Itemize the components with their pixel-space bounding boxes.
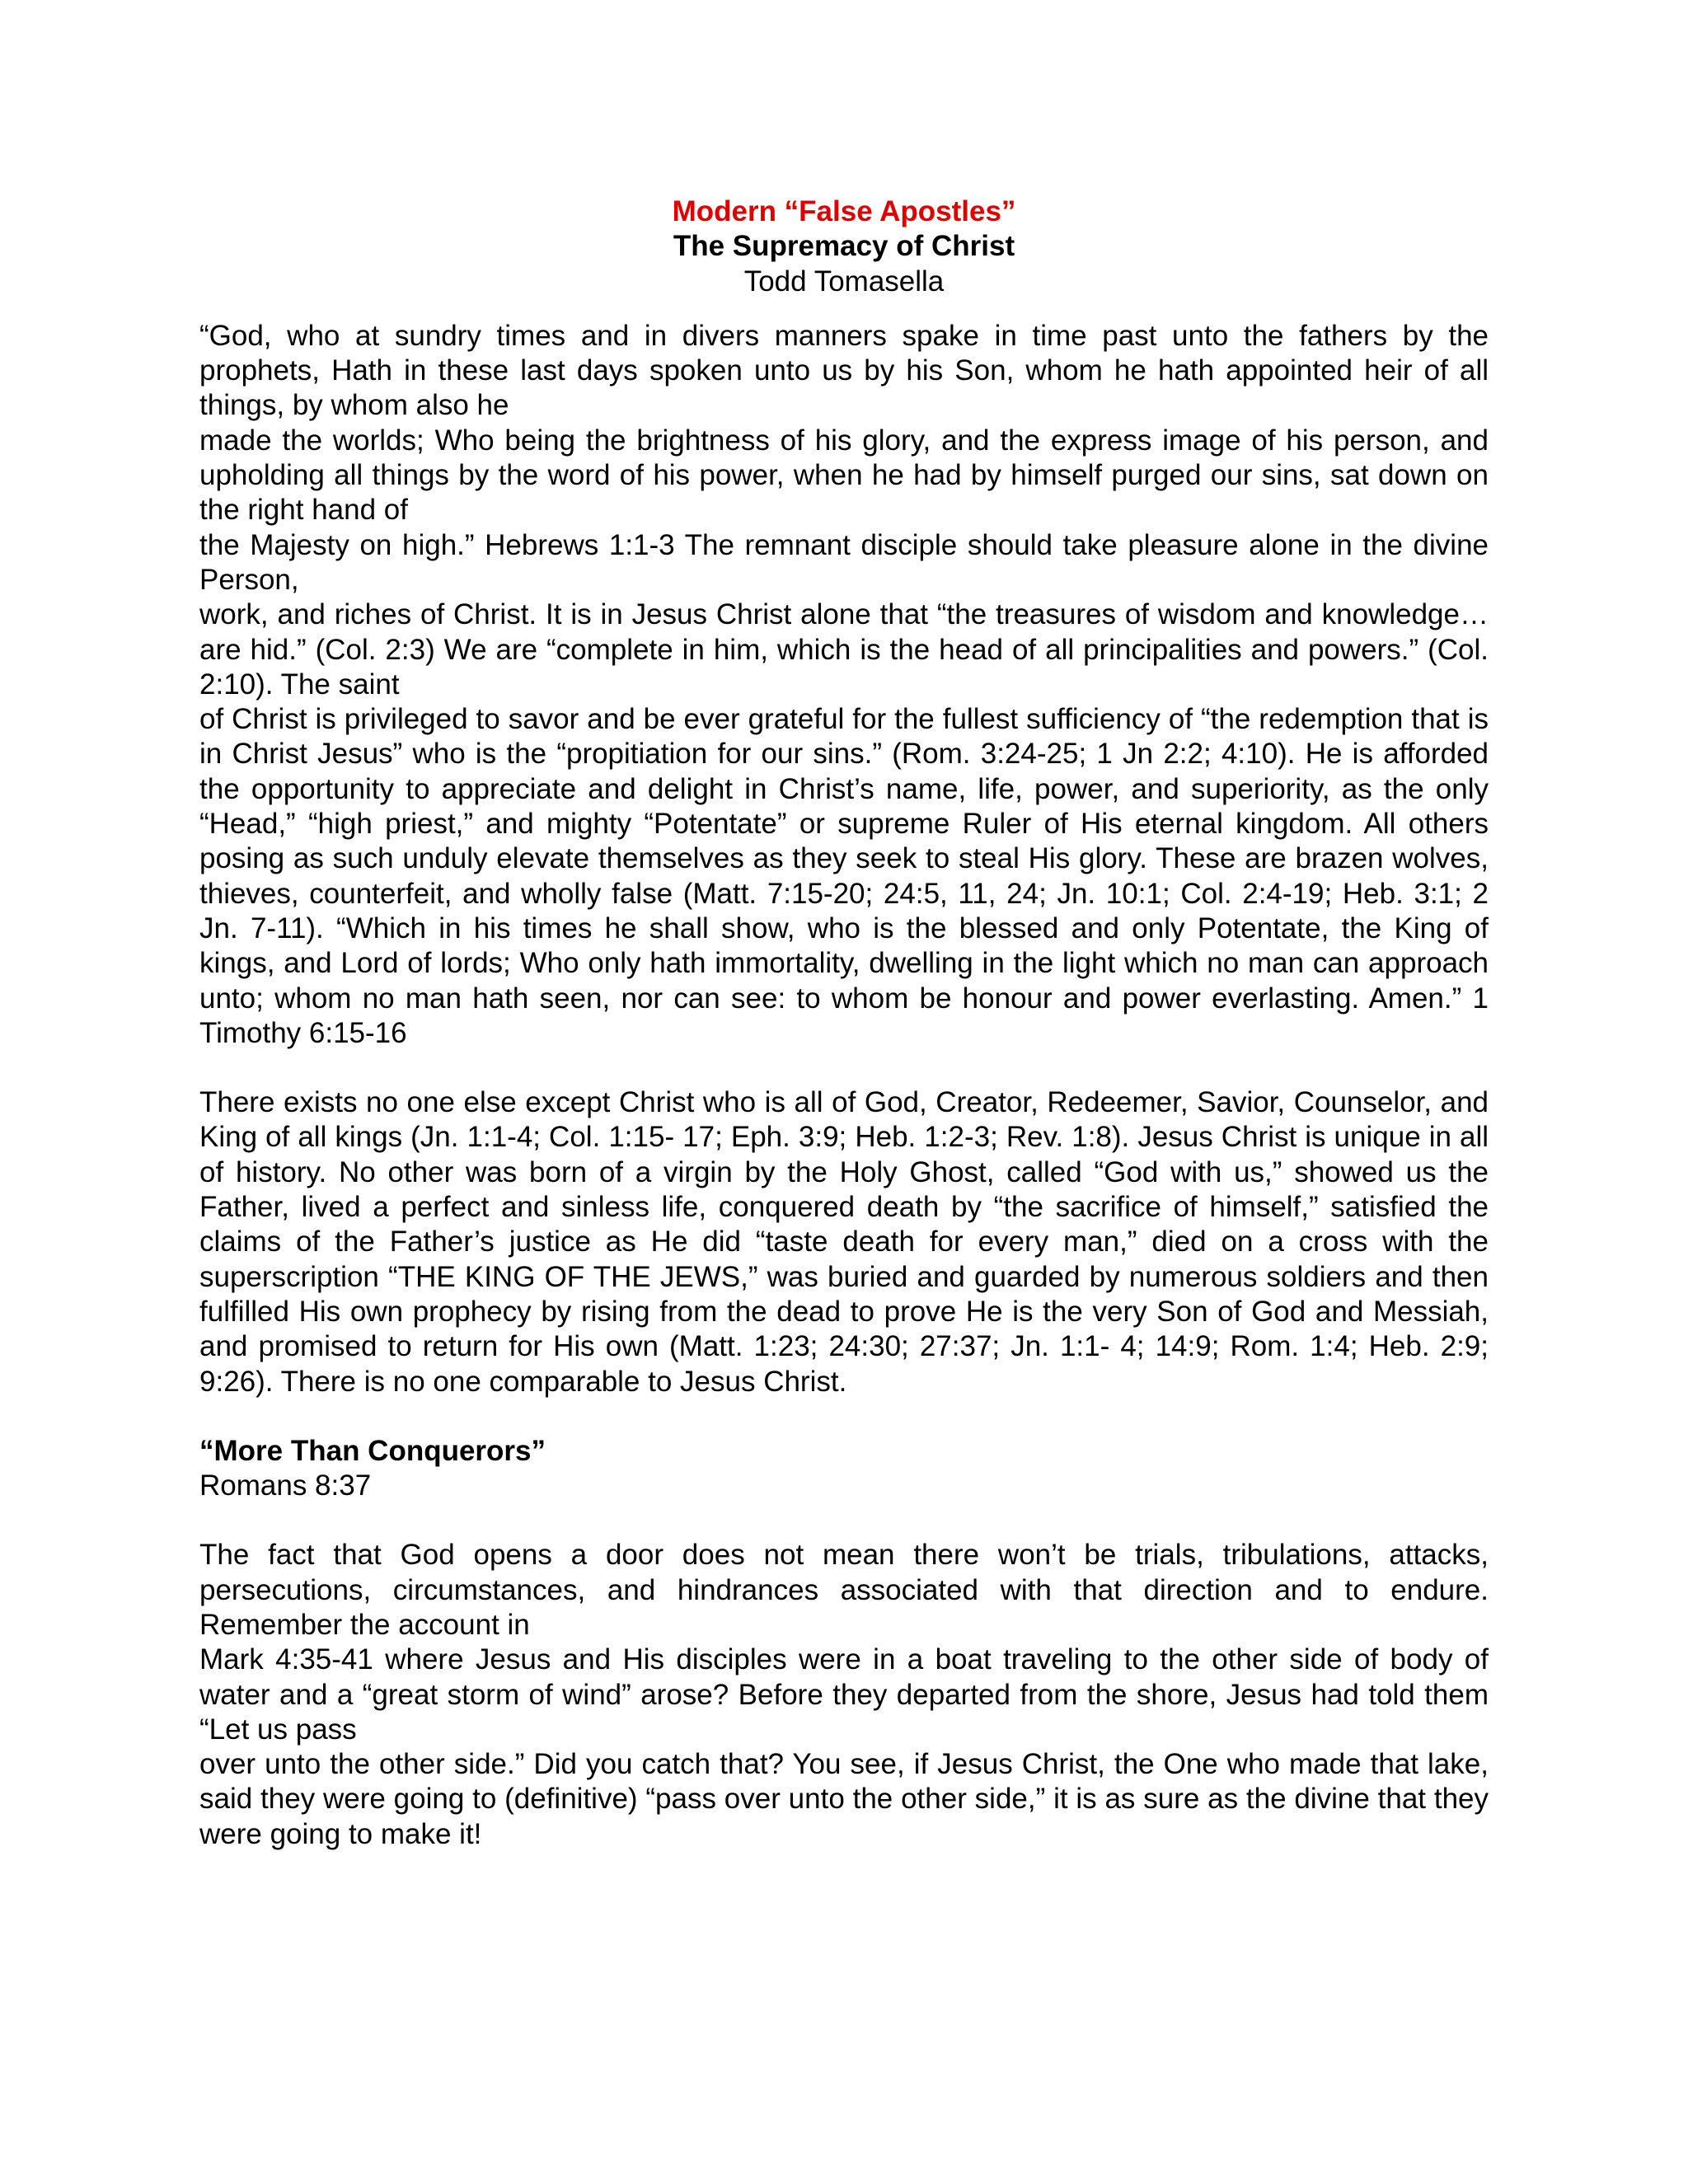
paragraph-segment: made the worlds; Who being the brightness of his glory, and the express image of his person, and upholding all things by the word of his power, when he had by himself purged our sins, sat down on the right hand of — [199, 424, 1489, 527]
section-reference: Romans 8:37 — [199, 1469, 372, 1502]
paragraph-spacer — [199, 1503, 1489, 1538]
paragraph-hebrews — [199, 319, 1489, 1051]
paragraph-segment: “God, who at sundry times and in divers manners spake in time past unto the fathers by the prophets, Hath in these last days spoken unto us by his Son, whom he hath appointed heir of all things, by whom also he — [199, 319, 1489, 422]
paragraph-segment: over unto the other side.” Did you catch that? You see, if Jesus Christ, the One who made that lake, said they were going to (definitive) “pass over unto the other side,” it is as sure as the divine that they were going to make it! — [199, 1748, 1489, 1850]
paragraph-spacer — [199, 1051, 1489, 1085]
paragraph-christ-unique: There exists no one else except Christ who is all of God, Creator, Redeemer, Savior, Counselor, and King of all kings (Jn. 1:1-4; Col. 1:15- 17; Eph. 3:9; Heb. 1:2-3; Rev. 1:8). Jesus Christ is unique in all of history. No other was born of a virgin by the Holy Ghost, called “God with us,” showed us the Father, lived a perfect and sinless life, conquered death by “the sacrifice of himself,” satisfied the claims of the Father’s justice as He did “taste death for every man,” died on a cross with the superscription “THE KING OF THE JEWS,” was buried and guarded by numerous soldiers and then fulfilled His own prophecy by rising from the dead to prove He is the very Son of God and Messiah, and promised to return for His own (Matt. 1:23; 24:30; 27:37; Jn. 1:1- 4; 14:9; Rom. 1:4; Heb. 2:9; 9:26). There is no one comparable to Jesus Christ. — [199, 1086, 1489, 1398]
document-header — [199, 194, 1489, 299]
paragraph-segment: The fact that God opens a door does not mean there won’t be trials, tribulations, attacks, persecutions, circumstances, and hindrances associated with that direction and to endure. Remember the account in — [199, 1539, 1489, 1641]
document-title: Modern “False Apostles” — [672, 195, 1016, 227]
paragraph-spacer — [199, 1399, 1489, 1434]
document-author: Todd Tomasella — [743, 265, 945, 298]
section-heading: “More Than Conquerors” — [199, 1434, 546, 1467]
paragraph-conquerors — [199, 1538, 1489, 1852]
document-page — [199, 194, 1489, 1852]
paragraph-segment: the Majesty on high.” Hebrews 1:1-3 The remnant disciple should take pleasure alone in the divine Person, — [199, 528, 1489, 596]
paragraph-segment: work, and riches of Christ. It is in Jesus Christ alone that “the treasures of wisdom and knowledge…are hid.” (Col. 2:3) We are “complete in him, which is the head of all principalities and powers.” (Col. 2:10). The saint — [199, 598, 1489, 701]
paragraph-segment: of Christ is privileged to savor and be ever grateful for the fullest sufficiency of “the redemption that is in Christ Jesus” who is the “propitiation for our sins.” (Rom. 3:24-25; 1 Jn 2:2; 4:10). He is afforded the opportunity to appreciate and delight in Christ’s name, life, power, and superiority, as the only “Head,” “high priest,” and mighty “Potentate” or supreme Ruler of His eternal kingdom. All others posing as such unduly elevate themselves as they seek to steal His glory. These are brazen wolves, thieves, counterfeit, and wholly false (Matt. 7:15-20; 24:5, 11, 24; Jn. 10:1; Col. 2:4-19; Heb. 3:1; 2 Jn. 7-11). “Which in his times he shall show, who is the blessed and only Potentate, the King of kings, and Lord of lords; Who only hath immortality, dwelling in the light which no man can approach unto; whom no man hath seen, nor can see: to whom be honour and power everlasting. Amen.” 1 Timothy 6:15-16 — [199, 703, 1489, 1049]
paragraph-segment: Mark 4:35-41 where Jesus and His disciples were in a boat traveling to the other side of body of water and a “great storm of wind” arose? Before they departed from the shore, Jesus had told them “Let us pass — [199, 1643, 1489, 1746]
document-subtitle: The Supremacy of Christ — [673, 230, 1015, 263]
